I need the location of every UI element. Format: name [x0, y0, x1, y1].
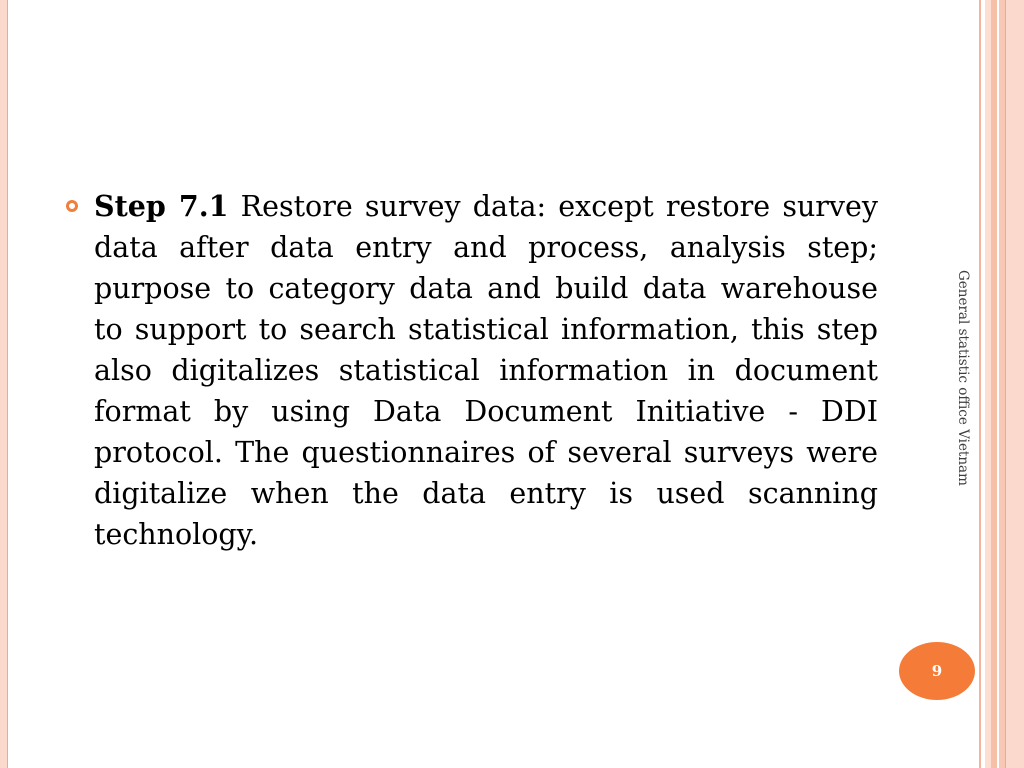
step-description: Restore survey data: except restore survey data after data entry and process, analysis step; purpose to category data and build data warehouse to support to search statistical information, this step also digitalizes statistical information in document format by using Data Document Initiative - DDI protocol. The questionnaires of several surveys were digitalize when the data entry is used scanning technology.: [94, 190, 878, 551]
bullet-circle-icon: [66, 200, 78, 212]
page-number-badge: [899, 642, 975, 700]
step-label: Step 7.1: [94, 189, 229, 223]
right-decorative-stripe: [1005, 0, 1024, 768]
footer-text: General statistic office Vietnam: [955, 270, 971, 486]
left-decorative-stripe: [0, 0, 8, 768]
slide-content: [62, 186, 878, 555]
bullet-text: [94, 186, 878, 555]
right-decorative-stripe: [979, 0, 981, 768]
page-number: 9: [931, 662, 943, 680]
bullet-item: [62, 186, 878, 555]
